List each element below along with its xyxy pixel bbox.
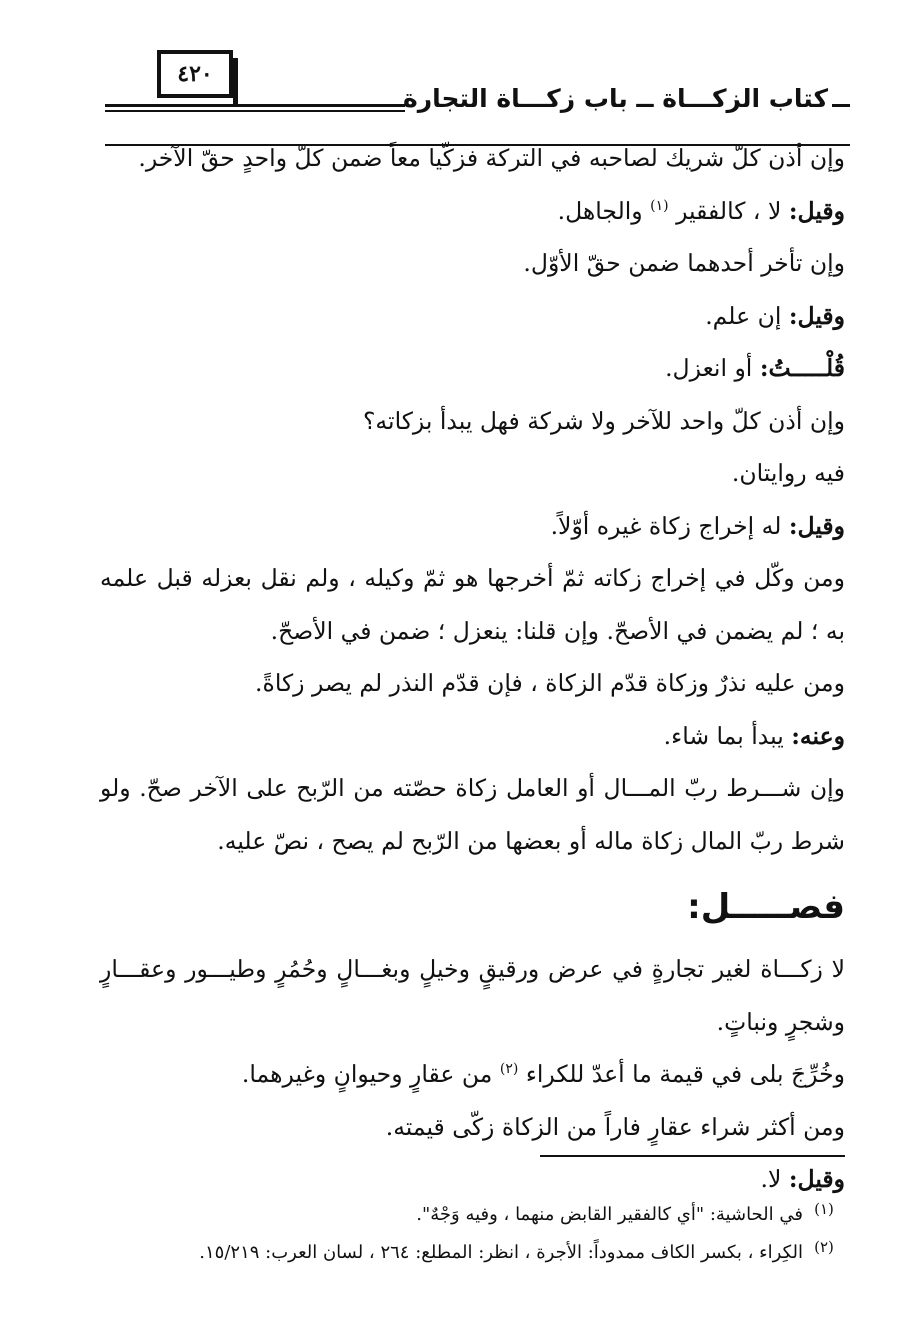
section-heading: فصـــــل: bbox=[687, 887, 845, 927]
header-rule-right bbox=[832, 104, 850, 107]
header-rule-left bbox=[105, 104, 405, 107]
text-line: وإن شـــرط ربّ المـــال أو العامل زكاة حصّته من الرّبح على الآخر صحّ. ولو bbox=[100, 774, 845, 802]
page-number: ٤٢٠ bbox=[157, 50, 233, 98]
text-segment: إن علم. bbox=[705, 301, 782, 330]
text-segment: يبدأ بما شاء. bbox=[663, 721, 784, 750]
footnote-number: (١) bbox=[814, 1200, 834, 1218]
text-line: به ؛ لم يضمن في الأصحّ. وإن قلنا: ينعزل ؛ ضمن في الأصحّ. bbox=[270, 616, 845, 645]
text-line bbox=[100, 185, 845, 238]
text-line bbox=[100, 1048, 845, 1101]
text-line bbox=[100, 710, 845, 763]
text-line: لا زكـــاة لغير تجارةٍ في عرض ورقيقٍ وخيلٍ وبغـــالٍ وحُمُرٍ وطيـــور وعقـــارٍ bbox=[100, 955, 845, 983]
header-title: كتاب الزكـــاة ــ باب زكـــاة التجارة bbox=[402, 84, 828, 113]
main-text bbox=[100, 132, 845, 1206]
text-line: وإن أذن كلّ واحد للآخر ولا شركة فهل يبدأ بزكاته؟ bbox=[362, 406, 845, 435]
text-segment: أو انعزل. bbox=[665, 354, 753, 382]
footnote-text: في الحاشية: "أي كالفقير القابض منهما ، وفيه وَجْهٌ". bbox=[416, 1204, 803, 1225]
lead-label: وقيل: bbox=[788, 301, 845, 330]
lead-label: قُلْـــــتُ: bbox=[759, 354, 845, 382]
text-line bbox=[100, 342, 845, 395]
footnote bbox=[100, 1234, 845, 1272]
text-line: شرط ربّ المال زكاة ماله أو بعضها من الرّبح لم يصح ، نصّ عليه. bbox=[217, 826, 845, 855]
text-segment: لا. bbox=[760, 1165, 782, 1193]
footnote-divider bbox=[540, 1155, 845, 1157]
text-line bbox=[100, 290, 845, 343]
text-segment: لا ، كالفقير bbox=[676, 196, 782, 225]
header-rule-left-lower bbox=[105, 110, 405, 112]
text-line: وشجرٍ ونباتٍ. bbox=[716, 1007, 845, 1036]
text-segment: له إخراج زكاة غيره أوّلاً. bbox=[550, 511, 782, 540]
lead-label: وقيل: bbox=[788, 511, 845, 540]
text-line: ومن أكثر شراء عقارٍ فاراً من الزكاة زكّى قيمته. bbox=[385, 1112, 845, 1141]
text-segment: والجاهل. bbox=[557, 196, 643, 225]
lead-label: وقيل: bbox=[788, 196, 845, 225]
lead-label: وقيل: bbox=[788, 1165, 845, 1193]
text-line: وإن أذن كلّ شريك لصاحبه في التركة فزكّيا معاً ضمن كلّ واحدٍ حقّ الآخر. bbox=[138, 144, 845, 172]
page-header bbox=[105, 44, 850, 116]
footnote-number: (٢) bbox=[814, 1238, 834, 1256]
text-line: ومن عليه نذرٌ وزكاة قدّم الزكاة ، فإن قدّم النذر لم يصر زكاةً. bbox=[255, 669, 845, 697]
text-segment: من عقارٍ وحيوانٍ وغيرهما. bbox=[241, 1060, 493, 1088]
lead-label: وعنه: bbox=[791, 721, 845, 750]
footnote-marker[interactable]: (١) bbox=[650, 197, 669, 214]
text-line: وإن تأخر أحدهما ضمن حقّ الأوّل. bbox=[523, 249, 845, 277]
footnote-marker[interactable]: (٢) bbox=[499, 1061, 519, 1078]
text-segment: وخُرِّجَ بلى في قيمة ما أعدّ للكراء bbox=[525, 1060, 845, 1088]
footnote bbox=[100, 1196, 845, 1234]
text-line: ومن وكّل في إخراج زكاته ثمّ أخرجها هو ثمّ وكيله ، ولم نقل بعزله قبل علمه bbox=[100, 564, 845, 592]
text-line: فيه روايتان. bbox=[731, 459, 845, 487]
text-line bbox=[100, 500, 845, 553]
footnotes bbox=[100, 1196, 845, 1272]
footnote-text: الكِراء ، بكسر الكاف ممدوداً: الأجرة ، انظر: المطلع: ٢٦٤ ، لسان العرب: ١٥/٢١٩. bbox=[199, 1242, 803, 1263]
